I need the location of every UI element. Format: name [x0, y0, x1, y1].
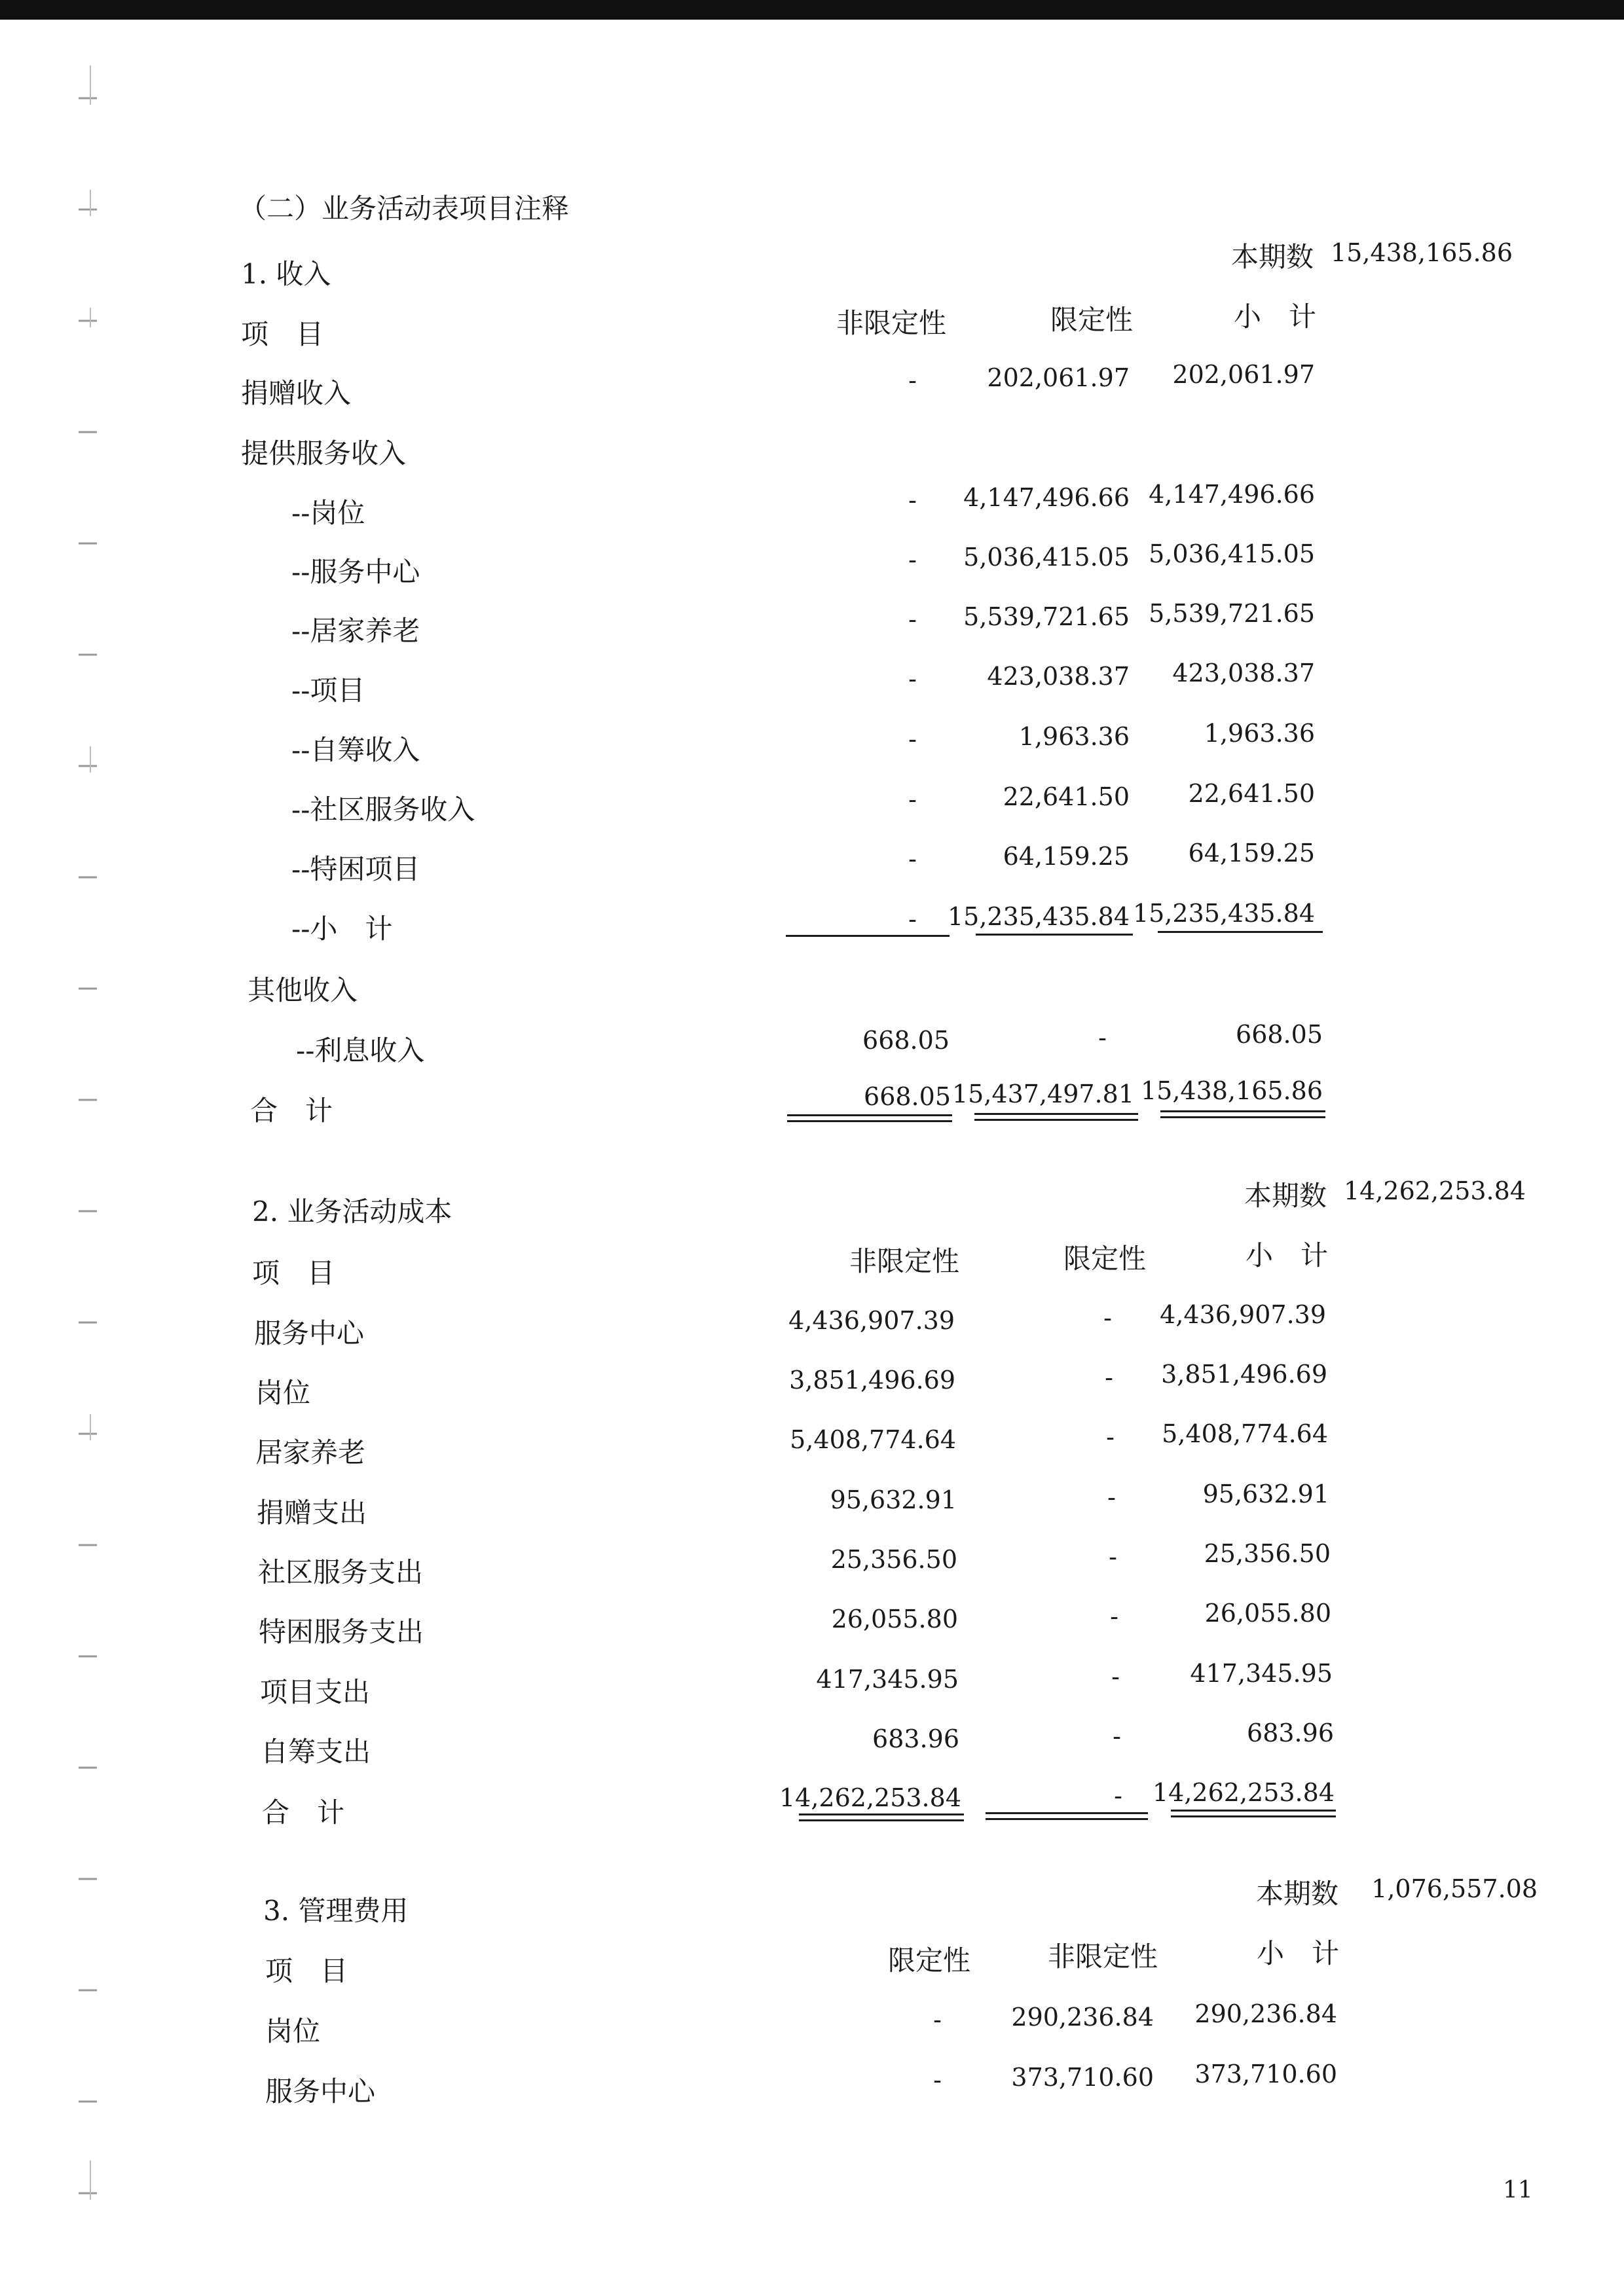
row-label: 自筹支出 [261, 1736, 371, 1768]
cell-a: 417,345.95 [816, 1665, 959, 1694]
cell-b: 4,147,496.66 [963, 483, 1130, 512]
cell-b: 5,036,415.05 [963, 543, 1130, 572]
total-double-underline-a [787, 1114, 952, 1122]
cell-b: - [1107, 1483, 1116, 1512]
total-double-underline-b [974, 1113, 1138, 1121]
cell-a: - [908, 486, 917, 515]
row-label: 岗位 [265, 2015, 321, 2047]
cell-c: 26,055.80 [1204, 1599, 1331, 1628]
row-label: 捐赠支出 [257, 1497, 367, 1529]
cell-c: 25,356.50 [1204, 1539, 1331, 1568]
admin-col-b: 非限定性 [1047, 1941, 1158, 1973]
cost-col-item: 项 目 [252, 1257, 335, 1289]
row-label: 岗位 [255, 1377, 311, 1409]
cell-b: - [1113, 1722, 1121, 1751]
cell-b: 22,641.50 [1003, 782, 1130, 811]
row-label: 合 计 [262, 1796, 345, 1829]
admin-col-item: 项 目 [265, 1955, 348, 1987]
cell-b: 15,235,435.84 [947, 902, 1130, 931]
row-label: --岗位 [291, 497, 365, 529]
row-label: --服务中心 [291, 556, 420, 588]
cell-b: 373,710.60 [1011, 2063, 1154, 2092]
cell-a: 5,408,774.64 [790, 1425, 956, 1454]
cost-col-b: 限定性 [1063, 1243, 1146, 1275]
income-col-item: 项 目 [241, 318, 324, 350]
cell-b: - [1109, 1542, 1117, 1571]
cell-c: 417,345.95 [1190, 1659, 1333, 1688]
cell-c: 5,539,721.65 [1149, 599, 1315, 628]
subtotal-underline-b [976, 934, 1133, 936]
row-label: 其他收入 [248, 974, 358, 1006]
cell-b: 15,437,497.81 [951, 1080, 1134, 1108]
total-double-underline-a [799, 1813, 964, 1821]
cost-col-a: 非限定性 [849, 1245, 959, 1277]
cell-b: - [1106, 1423, 1115, 1451]
cost-col-c: 小 计 [1245, 1239, 1328, 1271]
cell-a: - [908, 545, 917, 574]
subtotal-underline-c [1158, 931, 1323, 933]
row-label: --项目 [291, 674, 365, 706]
row-label: 捐赠收入 [241, 377, 352, 409]
admin-period-total: 1,076,557.08 [1371, 1874, 1538, 1903]
cell-a: 683.96 [872, 1724, 959, 1753]
row-label: 提供服务收入 [241, 437, 407, 469]
cost-period-total: 14,262,253.84 [1343, 1176, 1526, 1205]
cell-a: 25,356.50 [830, 1545, 957, 1574]
income-col-c: 小 计 [1233, 301, 1316, 333]
cell-a: - [908, 785, 917, 814]
cell-c: 22,641.50 [1188, 779, 1315, 808]
row-label: --特困项目 [291, 853, 420, 885]
admin-period-label: 本期数 [1256, 1878, 1339, 1910]
cell-a: - [933, 2005, 942, 2034]
cell-b: - [1110, 1602, 1118, 1631]
cell-c: 14,262,253.84 [1152, 1778, 1335, 1807]
income-col-a: 非限定性 [836, 307, 946, 339]
cell-a: 3,851,496.69 [789, 1366, 955, 1394]
cell-b: 202,061.97 [987, 363, 1130, 392]
cell-b: 5,539,721.65 [963, 602, 1130, 631]
cell-a: 95,632.91 [830, 1485, 957, 1514]
admin-heading: 3. 管理费用 [263, 1895, 409, 1927]
cell-a: - [933, 2066, 942, 2094]
cell-a: - [908, 845, 917, 873]
cell-b: - [1114, 1781, 1122, 1810]
cell-c: 3,851,496.69 [1161, 1360, 1327, 1389]
row-label: --居家养老 [291, 615, 420, 647]
total-double-underline-b [986, 1812, 1148, 1820]
cell-a: 4,436,907.39 [788, 1306, 955, 1335]
cell-c: 95,632.91 [1202, 1480, 1329, 1508]
cell-c: 290,236.84 [1194, 1999, 1337, 2028]
section-title: （二）业务活动表项目注释 [239, 192, 570, 225]
cell-b: 423,038.37 [987, 662, 1130, 691]
row-label: 合 计 [250, 1095, 333, 1127]
row-label: 社区服务支出 [258, 1556, 424, 1588]
cell-b: 64,159.25 [1003, 842, 1130, 871]
admin-col-a: 限定性 [887, 1944, 970, 1977]
income-period-label: 本期数 [1231, 241, 1314, 273]
income-col-b: 限定性 [1050, 304, 1133, 336]
row-label: --自筹收入 [291, 734, 420, 766]
cell-c: 5,408,774.64 [1162, 1419, 1328, 1448]
cell-c: 15,438,165.86 [1140, 1076, 1323, 1105]
subtotal-underline-a [786, 935, 950, 937]
cell-a: 26,055.80 [831, 1605, 958, 1633]
cell-a: - [908, 605, 917, 634]
cell-b: - [1098, 1023, 1107, 1052]
row-label: 服务中心 [254, 1317, 365, 1349]
cell-c: 683.96 [1247, 1719, 1334, 1747]
row-label: --小 计 [291, 913, 393, 945]
cell-a: 668.05 [862, 1026, 950, 1055]
cell-c: 4,436,907.39 [1160, 1300, 1326, 1329]
cell-a: - [908, 665, 917, 693]
cell-a: 14,262,253.84 [779, 1783, 961, 1812]
total-double-underline-c [1160, 1110, 1325, 1118]
cell-c: 1,963.36 [1204, 719, 1315, 748]
cell-b: - [1105, 1363, 1113, 1392]
row-label: --利息收入 [296, 1034, 425, 1066]
cell-a: - [908, 366, 917, 395]
income-heading: 1. 收入 [241, 258, 331, 290]
row-label: 服务中心 [265, 2075, 376, 2107]
cost-period-label: 本期数 [1244, 1180, 1327, 1212]
row-label: 居家养老 [255, 1436, 366, 1468]
cell-c: 668.05 [1236, 1020, 1323, 1049]
cell-c: 4,147,496.66 [1149, 480, 1315, 509]
page-number: 11 [1503, 2177, 1533, 2204]
cell-c: 423,038.37 [1172, 659, 1315, 687]
cell-b: - [1111, 1662, 1120, 1691]
total-double-underline-c [1171, 1810, 1336, 1817]
cell-b: 1,963.36 [1018, 722, 1130, 751]
cell-a: - [908, 905, 917, 934]
cell-c: 64,159.25 [1188, 839, 1315, 867]
cell-b: 290,236.84 [1011, 2003, 1154, 2032]
binding-margin-marks [0, 0, 118, 2296]
cell-b: - [1103, 1303, 1112, 1332]
row-label: --社区服务收入 [291, 793, 475, 826]
cost-heading: 2. 业务活动成本 [252, 1195, 452, 1228]
cell-a: - [908, 725, 917, 754]
scan-top-edge [0, 0, 1624, 20]
cell-c: 5,036,415.05 [1149, 539, 1315, 568]
admin-col-c: 小 计 [1256, 1937, 1339, 1969]
cell-c: 202,061.97 [1172, 360, 1315, 389]
row-label: 特困服务支出 [259, 1616, 424, 1648]
row-label: 项目支出 [260, 1676, 371, 1708]
cell-c: 15,235,435.84 [1132, 899, 1315, 928]
income-period-total: 15,438,165.86 [1330, 238, 1513, 267]
cell-a: 668.05 [864, 1082, 951, 1111]
cell-c: 373,710.60 [1194, 2060, 1337, 2088]
